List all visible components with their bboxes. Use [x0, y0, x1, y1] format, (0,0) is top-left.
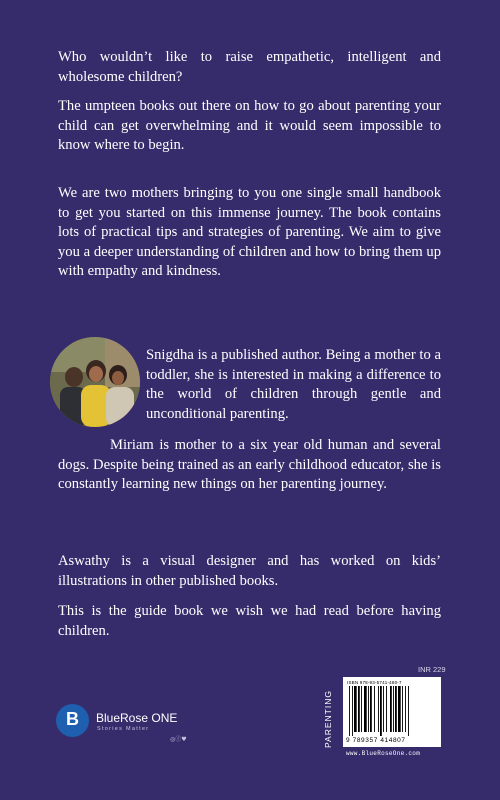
intro-paragraph: The umpteen books out there on how to go about parenting your child can get overwhelming and it would seem impossible to know where to begin.: [58, 98, 441, 153]
isbn-barcode: [343, 677, 441, 747]
authors-photo-image: [50, 337, 140, 427]
closing-line: This is the guide book we wish we had read before having children.: [58, 603, 441, 639]
barcode-bar: [390, 686, 392, 732]
barcode-bar: [380, 686, 382, 736]
barcode-bar: [378, 686, 379, 732]
authors-photo: [50, 337, 140, 427]
social-media-icons: ◎ⓕ♥: [170, 736, 187, 743]
illustrator-aswathy-bio: Aswathy is a visual designer and has worked on kids’ illustrations in other published books.: [58, 553, 441, 589]
publisher-tagline: Stories Matter: [97, 726, 150, 732]
barcode-bars: [347, 686, 437, 736]
mission-paragraph: We are two mothers bringing to you one single small handbook to get you started on this immense journey. The book contains lots of practical tips and strategies of parenting. We aim to give you a deeper understanding of children and how to bring them up with empathy and kindness.: [58, 185, 441, 279]
author-miriam-bio: Miriam is mother to a six year old human and several dogs. Despite being trained as an early childhood educator, she is constantly learning new things on her parenting journey.: [58, 437, 441, 492]
barcode-bar: [405, 686, 406, 732]
price-label: INR 229: [418, 665, 446, 674]
barcode-bar: [364, 686, 367, 732]
publisher-logo: [56, 704, 226, 744]
isbn-text: ISBN 978-93-5741-480-7: [347, 680, 402, 685]
barcode-bar: [368, 686, 369, 732]
author-snigdha-bio: Snigdha is a published author. Being a mother to a toddler, she is interested in making a difference to the world of children through gentle and unconditional parenting.: [146, 347, 441, 422]
publisher-logo-letter: B: [66, 709, 79, 729]
category-label: PARENTING: [323, 690, 333, 748]
barcode-bar: [393, 686, 394, 732]
barcode-bar: [398, 686, 401, 732]
barcode-bar: [352, 686, 353, 736]
barcode-bar: [386, 686, 387, 732]
barcode-number: 9 789357 414807: [346, 737, 406, 744]
barcode-bar: [361, 686, 362, 732]
publisher-website: www.BlueRoseOne.com: [346, 750, 421, 757]
barcode-bar: [349, 686, 350, 736]
barcode-bar: [395, 686, 397, 732]
barcode-bar: [370, 686, 372, 732]
barcode-bar: [408, 686, 409, 736]
barcode-bar: [374, 686, 375, 732]
intro-question: Who wouldn’t like to raise empathetic, intelligent and wholesome children?: [58, 49, 441, 85]
barcode-bar: [354, 686, 357, 732]
barcode-bar: [383, 686, 384, 732]
barcode-bar: [358, 686, 360, 732]
publisher-name: BlueRose ONE: [96, 711, 178, 725]
barcode-bar: [402, 686, 403, 732]
